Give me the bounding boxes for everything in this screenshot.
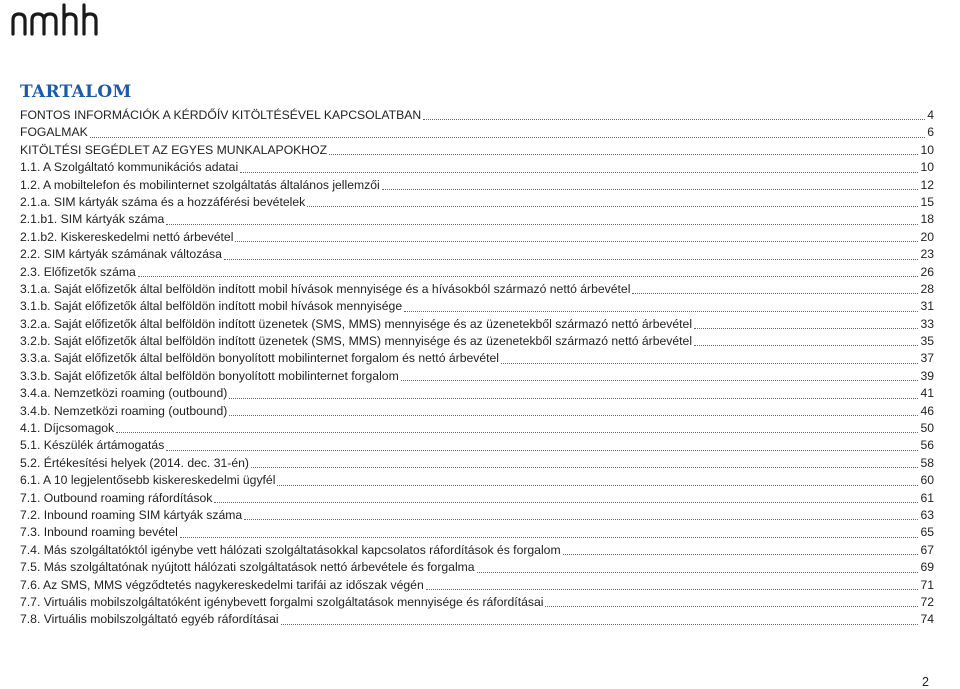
toc-dot-leader (214, 502, 918, 503)
toc-entry-page: 15 (920, 194, 934, 209)
toc-entry-title: 7.2. Inbound roaming SIM kártyák száma (20, 507, 243, 522)
toc-dot-leader (138, 276, 919, 277)
toc-entry-page: 4 (927, 108, 934, 122)
toc-entry-page: 10 (920, 142, 934, 157)
toc-entry-title: 2.1.b1. SIM kártyák száma (20, 212, 165, 227)
toc-heading: TARTALOM (20, 82, 132, 102)
toc-dot-leader (545, 606, 918, 607)
toc-entry-page: 69 (920, 560, 934, 575)
toc-dot-leader (235, 241, 918, 242)
toc-entry-title: 1.2. A mobiltelefon és mobilinternet szolgáltatás általános jellemzői (20, 177, 380, 192)
toc-dot-leader (694, 328, 918, 329)
toc-entry-title: 3.1.a. Saját előfizetők által belföldön indított mobil hívások mennyisége és a hívásokból származó nettó árbevétel (20, 281, 631, 296)
toc-entry-title: 4.1. Díjcsomagok (20, 421, 115, 436)
toc-entry[interactable] (20, 316, 934, 333)
toc-dot-leader (244, 519, 918, 520)
toc-entry-page: 26 (920, 264, 934, 279)
toc-dot-leader (501, 363, 918, 364)
toc-dot-leader (382, 189, 919, 190)
toc-entry[interactable] (20, 246, 934, 263)
toc-entry-page: 60 (920, 473, 934, 488)
toc-dot-leader (116, 432, 918, 433)
toc-entry-page: 63 (920, 507, 934, 522)
toc-entry[interactable] (20, 368, 934, 385)
toc-entry[interactable] (20, 490, 934, 507)
toc-entry-page: 18 (920, 212, 934, 227)
toc-entry[interactable] (20, 229, 934, 246)
toc-entry[interactable] (20, 298, 934, 315)
toc-entry-title: 5.2. Értékesítési helyek (2014. dec. 31-én) (20, 455, 249, 470)
toc-entry[interactable] (20, 350, 934, 367)
toc-entry-page: 10 (920, 160, 934, 175)
toc-entry-title: 3.4.b. Nemzetközi roaming (outbound) (20, 403, 228, 418)
toc-entry[interactable] (20, 611, 934, 628)
toc-entry-page: 46 (920, 403, 934, 418)
toc-entry-title: 3.2.a. Saját előfizetők által belföldön indított üzenetek (SMS, MMS) mennyisége és az üzenetekből származó nettó árbevétel (20, 316, 693, 331)
toc-entry[interactable] (20, 542, 934, 559)
toc-entry-title: 2.3. Előfizetők száma (20, 264, 136, 279)
toc-entry-title: 2.1.a. SIM kártyák száma és a hozzáférési bevételek (20, 194, 306, 209)
toc-dot-leader (694, 345, 918, 346)
nmhh-logo (10, 2, 130, 36)
toc-entry[interactable] (20, 403, 934, 420)
toc-entry[interactable] (20, 107, 934, 124)
toc-entry-page: 71 (920, 577, 934, 592)
toc-entry-page: 65 (920, 525, 934, 540)
toc-entry-title: 6.1. A 10 legjelentősebb kiskereskedelmi ügyfél (20, 473, 276, 488)
toc-entry-title: 7.4. Más szolgáltatóktól igénybe vett hálózati szolgáltatásokkal kapcsolatos ráfordítások és forgalom (20, 542, 561, 557)
toc-entry-page: 74 (920, 612, 934, 627)
toc-entry[interactable] (20, 455, 934, 472)
page-number: 2 (922, 675, 929, 689)
toc-entry[interactable] (20, 524, 934, 541)
toc-entry-title: FOGALMAK (20, 125, 88, 140)
toc-entry-title: 3.3.b. Saját előfizetők által belföldön bonyolított mobilinternet forgalom (20, 368, 399, 383)
toc-entry[interactable] (20, 420, 934, 437)
nmhh-logo-mark (10, 2, 130, 36)
toc-entry-title: 2.2. SIM kártyák számának változása (20, 247, 222, 262)
table-of-contents (20, 107, 934, 629)
toc-entry[interactable] (20, 333, 934, 350)
toc-dot-leader (166, 224, 918, 225)
toc-entry[interactable] (20, 264, 934, 281)
toc-dot-leader (404, 311, 918, 312)
toc-entry-page: 58 (920, 455, 934, 470)
toc-entry[interactable] (20, 124, 934, 141)
toc-entry-title: 3.2.b. Saját előfizetők által belföldön indított üzenetek (SMS, MMS) mennyisége és az üzenetekből származó nettó árbevétel (20, 334, 693, 349)
toc-entry-page: 12 (920, 177, 934, 192)
toc-entry-page: 61 (920, 490, 934, 505)
toc-entry[interactable] (20, 437, 934, 454)
toc-entry-title: 3.1.b. Saját előfizetők által belföldön indított mobil hívások mennyisége (20, 299, 403, 314)
toc-entry-title: 7.7. Virtuális mobilszolgáltatóként igénybevett forgalmi szolgáltatások mennyisége és ráfordításai (20, 594, 544, 609)
toc-entry-page: 67 (920, 542, 934, 557)
toc-entry-title: 7.3. Inbound roaming bevétel (20, 525, 178, 540)
toc-entry[interactable] (20, 594, 934, 611)
toc-dot-leader (251, 467, 918, 468)
toc-dot-leader (563, 554, 919, 555)
toc-entry-title: 7.1. Outbound roaming ráfordítások (20, 490, 213, 505)
toc-entry-page: 56 (920, 438, 934, 453)
toc-entry[interactable] (20, 142, 934, 159)
toc-entry[interactable] (20, 281, 934, 298)
toc-entry-title: 5.1. Készülék ártámogatás (20, 438, 165, 453)
toc-dot-leader (401, 380, 919, 381)
toc-dot-leader (224, 259, 919, 260)
toc-entry[interactable] (20, 472, 934, 489)
toc-dot-leader (423, 119, 925, 120)
toc-dot-leader (329, 154, 918, 155)
toc-dot-leader (281, 624, 919, 625)
toc-entry-title: 2.1.b2. Kiskereskedelmi nettó árbevétel (20, 229, 234, 244)
toc-entry-page: 39 (920, 368, 934, 383)
toc-dot-leader (90, 137, 925, 138)
toc-entry-title: KITÖLTÉSI SEGÉDLET AZ EGYES MUNKALAPOKHOZ (20, 142, 328, 157)
toc-entry[interactable] (20, 177, 934, 194)
toc-entry-title: 3.4.a. Nemzetközi roaming (outbound) (20, 386, 228, 401)
toc-entry-page: 35 (920, 334, 934, 349)
toc-entry-page: 33 (920, 316, 934, 331)
toc-dot-leader (240, 172, 918, 173)
toc-entry[interactable] (20, 194, 934, 211)
toc-entry-page: 20 (920, 229, 934, 244)
toc-entry-page: 37 (920, 351, 934, 366)
toc-entry[interactable] (20, 385, 934, 402)
toc-entry-page: 72 (920, 594, 934, 609)
toc-dot-leader (277, 485, 918, 486)
toc-entry-page: 28 (920, 281, 934, 296)
toc-entry-page: 6 (927, 125, 934, 140)
toc-entry-page: 50 (920, 421, 934, 436)
toc-entry-page: 31 (920, 299, 934, 314)
toc-entry-title: 7.6. Az SMS, MMS végződtetés nagykereskedelmi tarifái az időszak végén (20, 577, 424, 592)
toc-dot-leader (426, 589, 919, 590)
toc-dot-leader (307, 206, 918, 207)
toc-entry-title: 7.8. Virtuális mobilszolgáltató egyéb ráfordításai (20, 612, 279, 627)
toc-entry-title: FONTOS INFORMÁCIÓK A KÉRDŐÍV KITÖLTÉSÉVEL KAPCSOLATBAN (20, 108, 422, 122)
toc-entry-title: 7.5. Más szolgáltatónak nyújtott hálózati szolgáltatások nettó árbevétele és forgalma (20, 560, 475, 575)
toc-entry-title: 1.1. A Szolgáltató kommunikációs adatai (20, 160, 239, 175)
toc-dot-leader (229, 415, 918, 416)
toc-entry[interactable] (20, 577, 934, 594)
toc-dot-leader (632, 293, 918, 294)
toc-entry-page: 41 (920, 386, 934, 401)
toc-entry-title: 3.3.a. Saját előfizetők által belföldön bonyolított mobilinternet forgalom és nettó árbevétel (20, 351, 499, 366)
toc-entry[interactable] (20, 559, 934, 576)
toc-entry[interactable] (20, 507, 934, 524)
toc-entry-page: 23 (920, 247, 934, 262)
toc-dot-leader (229, 398, 918, 399)
toc-dot-leader (166, 450, 918, 451)
toc-entry[interactable] (20, 211, 934, 228)
toc-dot-leader (180, 537, 919, 538)
toc-dot-leader (477, 572, 919, 573)
toc-entry[interactable] (20, 159, 934, 176)
